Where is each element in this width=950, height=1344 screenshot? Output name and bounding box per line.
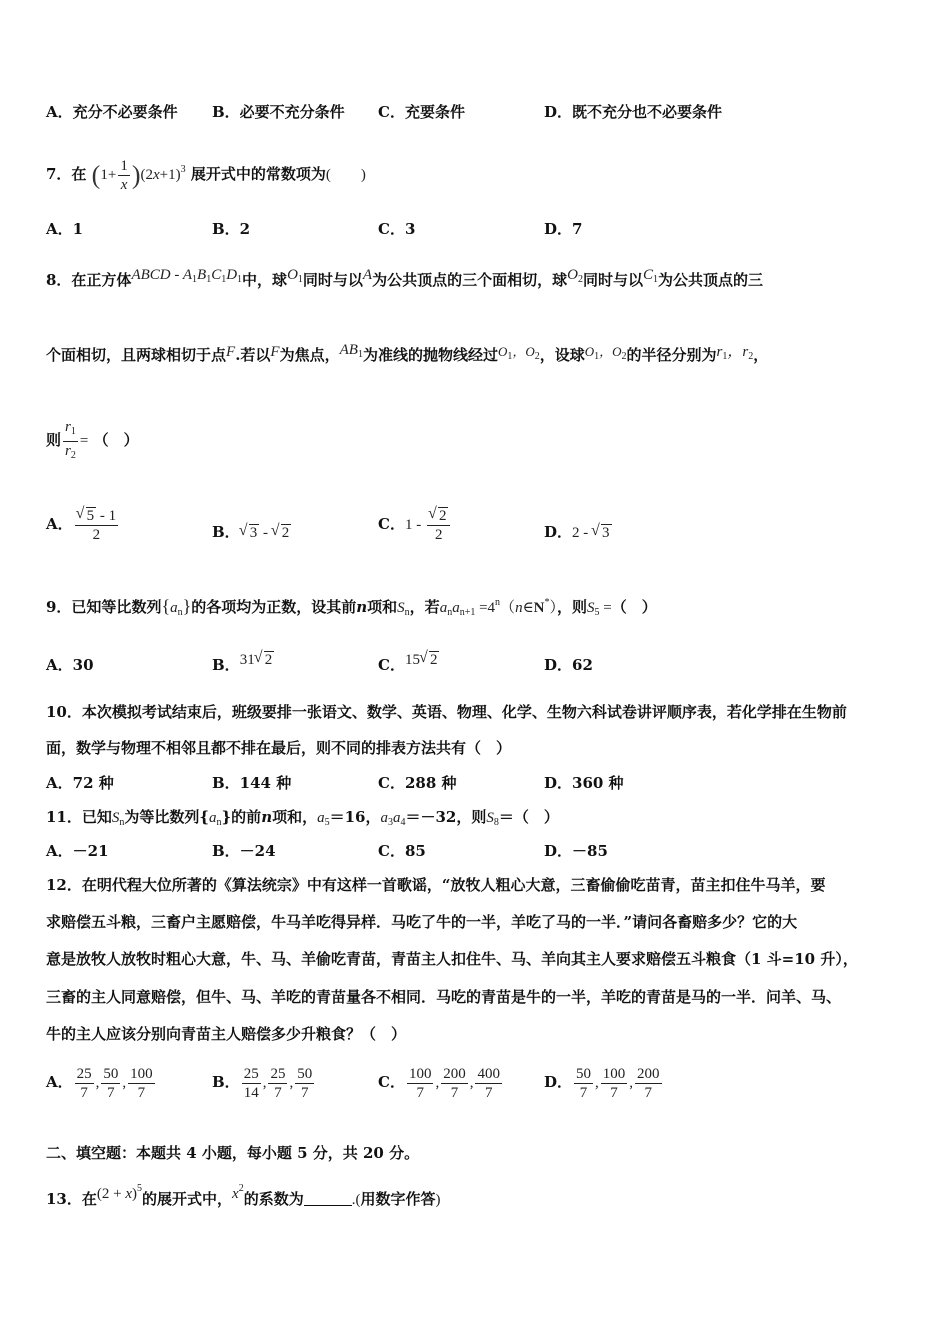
q10-option-c: C．288 种	[378, 774, 457, 792]
q12-option-c-label: C．	[378, 1073, 405, 1091]
q11-sn: $S_n$	[111, 810, 125, 828]
question-12-line2: 求赔偿五斗粮，三畜户主愿赔偿，牛马羊吃得异样．马吃了牛的一半，羊吃了马的一半．”请问各畜赔多少？它的大	[46, 913, 798, 931]
q13-text: 13．在	[46, 1190, 97, 1208]
q9-option-b	[212, 650, 274, 675]
q8-option-c-math: 1 - √ $\frac{2}{2}$	[405, 517, 453, 533]
q12-option-d	[544, 1060, 664, 1105]
q8-r1r2: $r_1$，$r_2$	[716, 344, 754, 362]
q8-text: ，设球	[539, 346, 585, 364]
q11-a5: $a_5$	[317, 810, 330, 828]
q8-f: F	[226, 344, 236, 360]
q9-text: 9．已知等比数列	[46, 598, 162, 616]
q9-sn: $S_n$	[397, 600, 410, 618]
q12-option-a	[46, 1060, 157, 1105]
q8-paren: （ ）	[93, 431, 139, 449]
q6-option-c: C．充要条件	[378, 103, 465, 121]
q11-text: 11．已知	[46, 808, 112, 826]
q9-option-b-math: 31√ 2	[240, 652, 275, 668]
q11-option-b: B．－24	[212, 842, 276, 860]
q9-domain: （n∈N*）	[500, 597, 558, 616]
q7-number: 7．在	[46, 165, 87, 183]
q9-cond: $a_na_{n+1} =4^n$	[439, 597, 501, 618]
q13-text: 的展开式中，	[142, 1190, 233, 1208]
q8-f2: F	[270, 344, 280, 360]
q13-close-paren: )	[435, 1192, 441, 1208]
q8-cube: ABCD - $A_1B_1C_1D_1$	[131, 267, 243, 285]
q7-option-a: A．1	[46, 220, 84, 238]
section-heading: 二、填空题：本题共 4 小题，每小题 5 分，共 20 分。	[46, 1144, 420, 1162]
q9-text: ，则	[557, 598, 588, 616]
q7-option-d: D．7	[544, 220, 583, 238]
q8-option-b	[212, 522, 291, 543]
question-9: 9．已知等比数列$\{a_n\}$的各项均为正数，设其前n项和$S_n$，若$a_na_{n+1}$ $=4^n(n\in N^*)$，则$S_5$ =（ ）	[46, 596, 657, 618]
q7-paren: ( )	[325, 167, 366, 183]
q9-s5: $S_5$ =	[587, 600, 612, 618]
q11-text: ＝16，	[329, 808, 381, 826]
q12-option-b-label: B．	[212, 1073, 240, 1091]
q9-option-c	[378, 650, 439, 675]
q8-text: 同时与以	[582, 271, 643, 289]
q11-text: 为等比数列{	[124, 808, 210, 826]
q11-option-d: D．－85	[544, 842, 608, 860]
q8-text: 同时与以	[302, 271, 363, 289]
q11-paren: ＝（ ）	[498, 808, 559, 826]
q11-text: 项和，	[272, 808, 318, 826]
q9-option-d: D．62	[544, 656, 593, 674]
q8-option-d	[544, 522, 612, 543]
q8-text: 为公共顶点的三	[657, 271, 763, 289]
q8-o2: $O_2$	[567, 267, 583, 285]
q9-option-c-math: 15√ 2	[405, 652, 440, 668]
question-13	[46, 1174, 440, 1215]
q10-option-a: A．72 种	[46, 774, 114, 792]
q8-text: 的半径分别为	[626, 346, 717, 364]
q12-option-d-label: D．	[544, 1073, 573, 1091]
question-11: 11．已知$S_n$为等比数列$\{a_n\}$的前n项和，$a_5=16$，$a_3a_4=-32$，则$S_8=$（ ）	[46, 808, 559, 828]
q8-o1o2b: $O_1$，$O_2$	[584, 344, 627, 362]
q8-ratio: $\frac{r_1}{r_2}$ =	[65, 419, 89, 462]
q8-text: 个面相切，且两球相切于点	[46, 346, 227, 364]
q8-a: A	[362, 267, 373, 283]
q8-o1: $O_1$	[287, 267, 303, 285]
q7-text: 展开式中的常数项为	[190, 165, 326, 183]
q8-option-c	[378, 502, 452, 547]
q8-text: 为准线的抛物线经过	[362, 346, 498, 364]
q13-x2: $x^2$	[232, 1183, 244, 1202]
q10-option-b: B．144 种	[212, 774, 292, 792]
q6-option-d: D．既不充分也不必要条件	[544, 103, 723, 121]
q8-option-d-label: D．	[544, 523, 573, 541]
q8-option-b-label: B．	[212, 523, 240, 541]
q12-option-b	[212, 1060, 316, 1105]
question-7	[46, 148, 366, 198]
q8-ab1: $AB_1$	[339, 342, 363, 360]
question-10-line2: 面，数学与物理不相邻且都不排在最后，则不同的排表方法共有（ ）	[46, 739, 512, 757]
q9-paren: （ ）	[611, 598, 657, 616]
question-12-line3: 意是放牧人放牧时粗心大意，牛、马、羊偷吃青苗，青苗主人扣住牛、马、羊向其主人要求赔偿五斗粮食（1 斗=10 升），	[46, 950, 858, 968]
q9-text: 项和	[367, 598, 398, 616]
q13-expression: $(2 + x)^5$	[96, 1183, 143, 1202]
q8-text: 中，球	[242, 271, 288, 289]
question-8-line1	[46, 262, 763, 293]
q13-text: 的系数为	[243, 1190, 304, 1208]
q11-text: }的前	[221, 808, 262, 826]
q8-option-d-math: 2 - √ 3	[572, 525, 612, 541]
q8-c1: $C_1$	[642, 267, 658, 285]
q6-option-a: A．充分不必要条件	[46, 103, 178, 121]
q12-option-a-label: A．	[46, 1073, 73, 1091]
q8-option-c-label: C．	[378, 515, 405, 533]
q8-option-a-math: √ $\frac{5 - 1}{2}$	[75, 507, 119, 544]
question-12-line5: 牛的主人应该分别向青苗主人赔偿多少升粮食？（ ）	[46, 1025, 407, 1043]
q7-expression: (1+ $\frac{1}{x}$ )$(2x+1)^3$	[91, 158, 186, 194]
q9-text: 的各项均为正数，设其前	[191, 598, 357, 616]
q12-option-c-fracs: $\frac{100}{7}$ , $\frac{200}{7}$ , $\frac{400}{7}$	[408, 1066, 500, 1102]
q12-option-b-fracs: $\frac{25}{14}$ , $\frac{25}{7}$ , $\frac{50}{7}$	[243, 1066, 313, 1102]
q11-an: $a_n$	[209, 810, 222, 828]
q8-text: 为公共顶点的三个面相切，球	[372, 271, 568, 289]
question-8-line3	[46, 418, 139, 465]
q11-option-a: A．－21	[46, 842, 109, 860]
question-12-line1: 12．在明代程大位所著的《算法统宗》中有这样一首歌谣，“放牧人粗心大意，三畜偷偷吃苗青，苗主扣住牛马羊，要	[46, 876, 826, 894]
q8-o1o2: $O_1$，$O_2$	[497, 344, 540, 362]
q12-option-c	[378, 1060, 504, 1105]
q11-s8: $S_8$	[486, 810, 499, 828]
q11-text: ＝－32，则	[405, 808, 487, 826]
q8-text: 则	[46, 431, 62, 449]
q8-text: 为焦点，	[279, 346, 340, 364]
q12-option-d-fracs: $\frac{50}{7}$ , $\frac{100}{7}$ , $\frac{200}{7}$	[576, 1066, 660, 1102]
q6-option-b: B．必要不充分条件	[212, 103, 345, 121]
q8-option-a	[46, 502, 120, 546]
q13-open-paren: .(	[351, 1192, 361, 1208]
q11-option-c: C．85	[378, 842, 426, 860]
q8-text: 8．在正方体	[46, 271, 132, 289]
q8-option-a-label: A．	[46, 515, 73, 533]
q13-note: 用数字作答	[360, 1190, 436, 1208]
q8-option-b-math: √ 3 - √ 2	[240, 525, 292, 541]
q9-option-c-label: C．	[378, 656, 405, 674]
q9-option-a: A．30	[46, 656, 94, 674]
q10-option-d: D．360 种	[544, 774, 624, 792]
q9-option-b-label: B．	[212, 656, 240, 674]
q7-option-c: C．3	[378, 220, 416, 238]
question-10-line1: 10．本次模拟考试结束后，班级要排一张语文、数学、英语、物理、化学、生物六科试卷讲评顺序表，若化学排在生物前	[46, 703, 847, 721]
q9-text: ，若	[409, 598, 440, 616]
question-8-line2: 个面相切，且两球相切于点F.若以F为焦点，$AB_1$为准线的抛物线经过$O_1$，$O_2$，设球$O_1$，$O_2$的半径分别为$r_1$，$r_2$，	[46, 342, 769, 364]
q9-seq: $\{a_n\}$	[161, 596, 192, 618]
q7-option-b: B．2	[212, 220, 251, 238]
q12-option-a-fracs: $\frac{25}{7}$ , $\frac{50}{7}$ , $\frac{100}{7}$	[76, 1066, 153, 1102]
q11-a3a4: $a_3a_4$	[380, 810, 406, 828]
question-12-line4: 三畜的主人同意赔偿，但牛、马、羊吃的青苗量各不相同．马吃的青苗是牛的一半，羊吃的青苗是马的一半．问羊、马、	[46, 988, 842, 1006]
q8-text: .若以	[235, 346, 271, 364]
q13-answer-blank[interactable]	[304, 1191, 352, 1206]
